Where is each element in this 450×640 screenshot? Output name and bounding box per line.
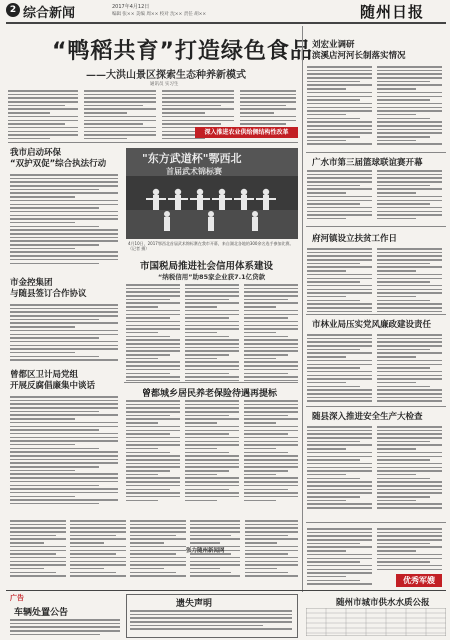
- military-wife-label: 优秀军嫂: [396, 574, 442, 587]
- pension-body-col3: [244, 400, 298, 503]
- safety-headline: 随县深入推进安全生产大检查: [312, 412, 423, 422]
- lost-notice-body: [130, 610, 292, 632]
- lost-notice-title: 遗失声明: [176, 599, 213, 609]
- military-wife-body-col2: [377, 528, 442, 572]
- safety-body-col1: [307, 426, 372, 511]
- lower-box-col2: [70, 520, 126, 579]
- lead-body-col1: [8, 90, 78, 142]
- masthead: [0, 0, 450, 22]
- forestry-headline: 市林业局压实党风廉政建设责任: [312, 320, 432, 330]
- cooperation-headline: 市金控集团 与随县签订合作协议: [10, 278, 87, 299]
- dafu-body-col1: [307, 248, 372, 314]
- basketball-body-col1: [307, 170, 372, 222]
- pension-headline: 曾都城乡居民养老保险待遇再提标: [142, 389, 278, 399]
- tax-headline: 市国税局推进社会信用体系建设: [140, 261, 274, 272]
- meta-box-label: 张力随州新闻网: [186, 548, 225, 554]
- newspaper-logo: 随州日报: [360, 3, 425, 21]
- photo-sign-line1: "东方武道杯"鄂西北: [142, 152, 242, 165]
- lower-box-col1: [10, 520, 66, 579]
- tax-subheadline: “纳税信用”助85家企业获7.1亿贷款: [158, 273, 266, 281]
- photo-caption: 4月10日，2017鄂西北首届武术锦标赛在我市开幕，来自湖北各地的300余名选手参加比赛。（记者 摄）: [128, 241, 294, 251]
- party-body: [10, 396, 118, 507]
- photo-sign-line2: 首届武术锦标赛: [166, 167, 222, 176]
- safety-body-col2: [377, 426, 442, 511]
- lead-body-col2: [84, 90, 156, 142]
- tax-body-col3: [244, 284, 298, 384]
- basketball-headline: 广水市第三届篮球联谊赛开幕: [312, 158, 423, 168]
- lower-box-col3: [130, 520, 186, 579]
- forestry-body-col2: [377, 334, 442, 404]
- lead-banner: 深入推进农业供给侧结构性改革: [195, 127, 298, 138]
- vehicle-notice-tag: 广告: [10, 594, 24, 602]
- dafu-headline: 府河镇设立扶贫工作日: [312, 234, 398, 244]
- editor-credits: 编辑 张×× 美编 周×× 校对 沈×× 责任 胡××: [112, 12, 207, 17]
- event-photo: [126, 148, 298, 239]
- tax-body-col1: [126, 284, 180, 384]
- cooperation-body: [10, 304, 118, 363]
- lead-byline: 通讯员 实习生: [150, 82, 179, 87]
- survey-headline: 刘宏业调研 滨溪店河河长制落实情况: [312, 40, 406, 61]
- lead-headline: “鸭稻共育”打造绿色食品: [52, 39, 313, 64]
- tax-body-col2: [185, 284, 239, 384]
- vehicle-notice-title: 车辆处置公告: [14, 608, 69, 618]
- water-quality-table: [306, 608, 446, 636]
- lead-subheadline: ——大洪山景区探索生态种养新模式: [86, 70, 246, 81]
- survey-body-col1: [307, 66, 372, 147]
- enforcement-headline: 我市启动环保 “双护双促”综合执法行动: [10, 148, 107, 169]
- pension-body-col1: [126, 400, 180, 503]
- page-number: 2: [6, 3, 20, 17]
- basketball-body-col2: [377, 170, 442, 222]
- enforcement-body: [10, 174, 118, 266]
- dafu-body-col2: [377, 248, 442, 314]
- party-headline: 曾都区卫计局党组 开展反腐倡廉集中谈话: [10, 370, 96, 391]
- lower-box-col5: [245, 520, 298, 579]
- survey-body-col2: [377, 66, 442, 147]
- issue-date: 2017年4月12日: [112, 4, 150, 10]
- forestry-body-col1: [307, 334, 372, 404]
- military-wife-body-col1: [307, 528, 372, 587]
- vehicle-notice-body: [10, 619, 120, 637]
- section-title: 综合新闻: [23, 6, 76, 21]
- pension-body-col2: [185, 400, 239, 503]
- water-notice-title: 随州市城市供水水质公报: [336, 598, 430, 608]
